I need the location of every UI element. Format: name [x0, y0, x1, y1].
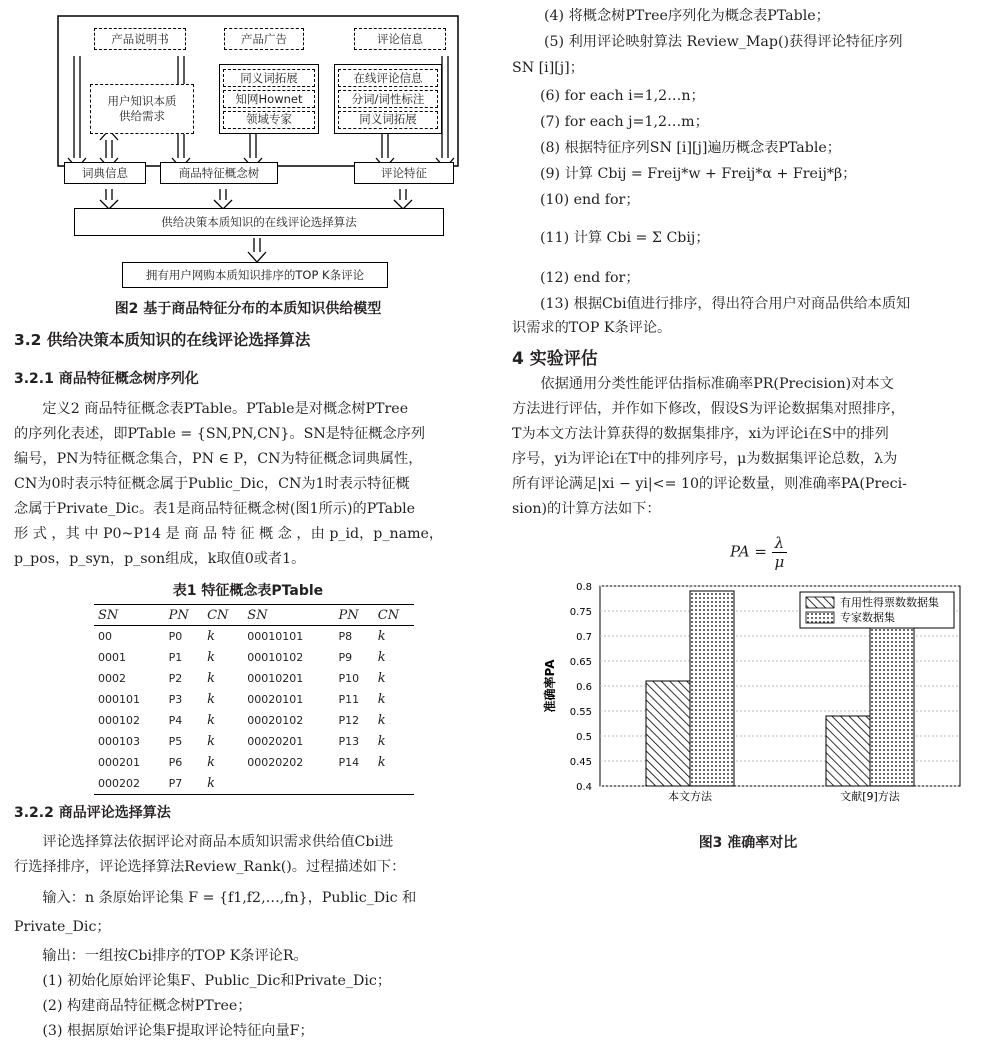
table-row [94, 773, 414, 795]
table-1-caption: 表1 特征概念表PTable [172, 583, 324, 599]
table-cell: P9 [338, 651, 353, 664]
step-10: (10) end for； [540, 192, 640, 208]
table-header-sn-3: SN [243, 605, 334, 626]
review-feature-box: 评论特征 [354, 162, 454, 184]
table-cell: P7 [165, 773, 203, 795]
algo-line-1: 评论选择算法依据评论对商品本质知识需求供给值Cbi进 [42, 834, 394, 850]
figure-3-caption: 图3 准确率对比 [698, 835, 798, 851]
table-cell: 00020101 [247, 693, 304, 706]
bar [646, 681, 690, 786]
table-cell: k [207, 650, 215, 665]
eval-line-4: 序号，yi为评论i在T中的排列序号，μ为数据集评论总数，λ为 [512, 451, 898, 467]
algorithm-steps [512, 4, 984, 334]
def-line-2: 的序列化表述，即PTable = {SN,PN,CN}。SN是特征概念序列 [14, 426, 426, 442]
hownet-box: 知网Hownet [223, 90, 315, 108]
def-line-7: p_pos，p_syn，p_son组成，k取值0或者1。 [14, 551, 306, 567]
figure-2-arrows [54, 12, 464, 294]
formula-lhs: PA = [730, 542, 767, 561]
eval-line-5: 所有评论满足|xi − yi|<= 10的评论数量，则准确率PA(Preci- [512, 476, 907, 492]
table-cell: 00010201 [247, 672, 304, 685]
x-tick-label: 文献[9]方法 [840, 790, 900, 803]
step-2: (2) 构建商品特征概念树PTree； [42, 998, 252, 1014]
dictionary-group-box [219, 64, 319, 134]
eval-line-6: sion)的计算方法如下： [512, 501, 661, 517]
table-cell: 000202 [94, 773, 165, 795]
table-cell: 0002 [98, 672, 126, 685]
product-manual-box: 产品说明书 [94, 28, 186, 50]
chart-y-ticks [570, 582, 592, 793]
step-1: (1) 初始化原始评论集F、Public_Dic和Private_Dic； [42, 973, 392, 989]
table-cell: 000102 [98, 714, 140, 727]
def-line-6: 形 式 ，其 中 P0~P14 是 商 品 特 征 概 念 ，由 p_id，p_name， [14, 526, 444, 542]
step-9: (9) 计算 Cbij = Freij*w + Freij*α + Freij*β； [540, 166, 857, 182]
table-header-cn-2: CN [203, 605, 243, 626]
step-12: (12) end for； [540, 270, 640, 286]
step-8: (8) 根据特征序列SN [i][j]遍历概念表PTable； [540, 140, 841, 156]
table-cell: P3 [168, 693, 183, 706]
table-row [94, 668, 414, 689]
table-cell: k [377, 629, 386, 644]
table-cell: 000201 [98, 756, 140, 769]
table-cell: 000101 [98, 693, 140, 706]
table-cell: k [207, 629, 215, 644]
table-cell: P14 [338, 756, 360, 769]
algorithm-paragraph [14, 830, 482, 1044]
table-cell: 00020201 [247, 735, 304, 748]
table-cell: k [207, 734, 215, 749]
bar [826, 716, 870, 786]
table-cell: P11 [338, 693, 360, 706]
table-cell: 00 [98, 630, 112, 643]
table-header-row [94, 605, 414, 626]
table-cell: 00020102 [247, 714, 304, 727]
table-cell: k [377, 713, 386, 728]
legend-label: 专家数据集 [840, 611, 895, 624]
bar [870, 626, 914, 786]
table-cell: P6 [168, 756, 183, 769]
result-box: 拥有用户网购本质知识排序的TOP K条评论 [122, 262, 388, 288]
output-line: 输出：一组按Cbi排序的TOP K条评论R。 [42, 948, 308, 964]
def-line-4: CN为0时表示特征概念属于Public_Dic，CN为1时表示特征概 [14, 476, 410, 492]
table-row [94, 752, 414, 773]
y-tick-label: 0.8 [576, 582, 592, 593]
table-header-pn-1: PN [165, 605, 203, 626]
online-review-box: 在线评论信息 [338, 69, 438, 87]
input-line: 输入：n 条原始评论集 F = {f1,f2,…,fn}，Public_Dic 和 [42, 890, 417, 906]
y-tick-label: 0.75 [569, 607, 592, 618]
figure-2-diagram [54, 12, 464, 294]
bar [690, 591, 734, 786]
y-tick-label: 0.6 [576, 682, 592, 693]
table-cell: 000103 [98, 735, 140, 748]
table-cell: P4 [168, 714, 183, 727]
table-cell: k [377, 734, 386, 749]
y-tick-label: 0.5 [576, 732, 592, 743]
review-info-box: 评论信息 [354, 28, 446, 50]
table-cell: k [377, 671, 386, 686]
table-cell: P8 [338, 630, 353, 643]
step-4: (4) 将概念树PTree序列化为概念表PTable； [544, 8, 830, 24]
y-tick-label: 0.45 [569, 757, 592, 768]
table-row [94, 626, 414, 648]
step-5-cont: SN [i][j]； [512, 60, 584, 76]
table-cell: 00010102 [247, 651, 304, 664]
formula-numerator: λ [772, 534, 788, 553]
table-cell: P5 [168, 735, 183, 748]
domain-expert-box: 领域专家 [223, 111, 315, 129]
step-7: (7) for each j=1,2…m； [540, 114, 709, 130]
table-cell: k [207, 713, 215, 728]
eval-line-1: 依据通用分类性能评估指标准确率PR(Precision)对本文 [540, 376, 894, 392]
table-cell: k [207, 755, 215, 770]
table-header-cn-5: CN [374, 605, 414, 626]
def-line-5: 念属于Private_Dic。表1是商品特征概念树(图1所示)的PTable [14, 501, 416, 517]
section-3-2-1-heading: 3.2.1 商品特征概念树序列化 [14, 371, 199, 387]
table-cell: P2 [168, 672, 183, 685]
table-row [94, 731, 414, 752]
step-11: (11) 计算 Cbi = Σ Cbij； [540, 230, 710, 246]
review-group-box [334, 64, 442, 134]
ptable-table [94, 604, 414, 795]
user-need-line-1: 用户知识本质 [107, 94, 177, 109]
table-cell: k [203, 773, 243, 795]
synonym-expand-box-2: 同义词拓展 [338, 111, 438, 129]
chart-legend [800, 592, 954, 628]
section-3-2-2-heading: 3.2.2 商品评论选择算法 [14, 805, 171, 821]
table-cell: P1 [168, 651, 183, 664]
synonym-expand-box: 同义词拓展 [223, 69, 315, 87]
table-row [94, 689, 414, 710]
step-3: (3) 根据原始评论集F提取评论特征向量F； [42, 1023, 314, 1039]
table-cell: 0001 [98, 651, 126, 664]
algorithm-box: 供给决策本质知识的在线评论选择算法 [74, 208, 444, 236]
legend-swatch [806, 612, 834, 623]
def-line-1: 定义2 商品特征概念表PTable。PTable是对概念树PTree [42, 401, 409, 417]
table-cell: 00010101 [247, 630, 304, 643]
legend-label: 有用性得票数数据集 [840, 596, 939, 609]
table-cell [243, 773, 334, 795]
table-header-pn-4: PN [335, 605, 374, 626]
step-13: (13) 根据Cbi值进行排序，得出符合用户对商品供给本质知 [540, 296, 911, 312]
table-cell: k [377, 692, 386, 707]
segmentation-box: 分词/词性标注 [338, 90, 438, 108]
user-need-box [90, 84, 194, 134]
table-cell: 00020202 [247, 756, 304, 769]
step-13-cont: 识需求的TOP K条评论。 [512, 320, 672, 336]
evaluation-paragraph [512, 372, 984, 522]
formula-fraction [772, 534, 788, 571]
x-tick-label: 本文方法 [668, 790, 712, 803]
table-row [94, 647, 414, 668]
def-line-3: 编号，PN为特征概念集合，PN ∈ P，CN为特征概念词典属性， [14, 451, 423, 467]
chart-x-ticks [668, 789, 901, 803]
user-need-line-2: 供给需求 [119, 109, 165, 123]
figure-2-caption: 图2 基于商品特征分布的本质知识供给模型 [114, 301, 382, 317]
section-3-2-heading: 3.2 供给决策本质知识的在线评论选择算法 [14, 331, 311, 349]
y-tick-label: 0.7 [576, 632, 592, 643]
pa-formula [730, 534, 787, 571]
dictionary-info-box: 词典信息 [64, 162, 146, 184]
table-cell: P0 [168, 630, 183, 643]
y-tick-label: 0.4 [576, 782, 592, 793]
table-row [94, 710, 414, 731]
chart-y-label: 准确率PA [543, 659, 557, 713]
table-cell: P13 [338, 735, 360, 748]
table-cell: P10 [338, 672, 360, 685]
algo-line-2: 行选择排序，评论选择算法Review_Rank()。过程描述如下： [14, 859, 406, 875]
table-cell: P12 [338, 714, 360, 727]
table-cell: k [207, 692, 215, 707]
table-cell [374, 773, 414, 795]
table-cell: k [377, 755, 386, 770]
product-ad-box: 产品广告 [224, 28, 304, 50]
definition-paragraph [14, 397, 482, 572]
y-tick-label: 0.65 [569, 657, 592, 668]
formula-denominator: μ [774, 553, 785, 571]
table-header-sn-0: SN [94, 605, 165, 626]
eval-line-2: 方法进行评估，并作如下修改，假设S为评论数据集对照排序， [512, 401, 905, 417]
step-6: (6) for each i=1,2…n； [540, 88, 705, 104]
legend-swatch [806, 597, 834, 608]
table-cell: k [377, 650, 386, 665]
step-5: (5) 利用评论映射算法 Review_Map()获得评论特征序列 [544, 34, 903, 50]
section-4-heading: 4 实验评估 [512, 349, 598, 369]
eval-line-3: T为本文方法计算获得的数据集排序，xi为评论i在S中的排列 [512, 426, 889, 442]
table-cell [335, 773, 374, 795]
input-line-2: Private_Dic； [14, 919, 111, 935]
table-body [94, 626, 414, 795]
figure-3-chart [534, 580, 974, 826]
feature-tree-box: 商品特征概念树 [160, 162, 278, 184]
y-tick-label: 0.55 [569, 707, 592, 718]
table-cell: k [207, 671, 215, 686]
